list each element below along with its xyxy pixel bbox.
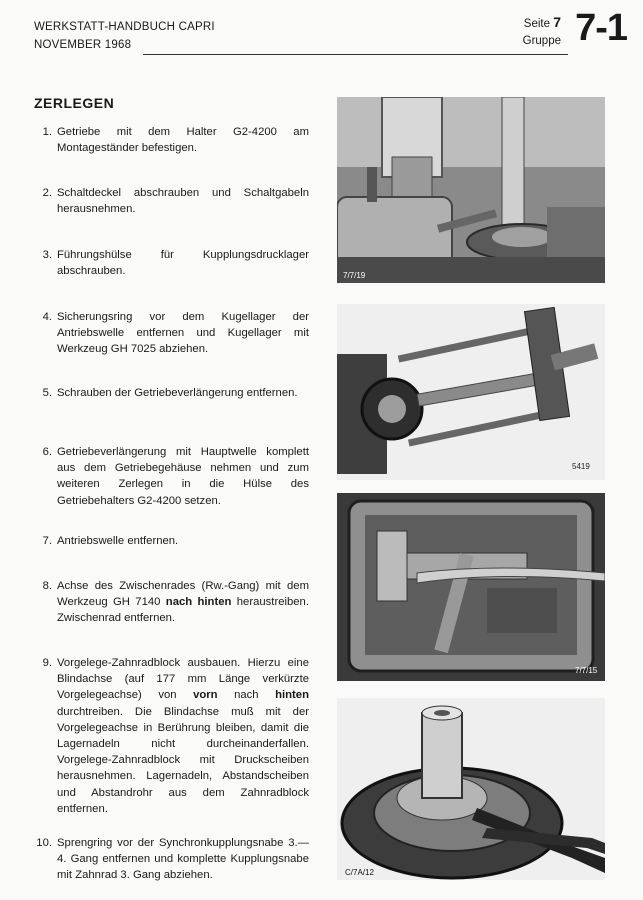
step-text: Führungshülse für Kupplungsdrucklager abschrauben. <box>57 249 309 278</box>
step-2 <box>34 185 309 217</box>
group-label: Gruppe <box>522 35 561 47</box>
page-number: 7 <box>553 14 561 30</box>
text-run: heraustreiben. Zwischenrad entfernen. <box>57 596 309 625</box>
step-text: Schaltdeckel abschrauben und Schaltgabeln herausnehmen. <box>57 187 309 216</box>
step-text: Schrauben der Getriebeverlängerung entfernen. <box>57 387 298 399</box>
step-number: 5. <box>42 387 52 399</box>
text-emphasis: vorn <box>193 689 218 702</box>
photo-gear-housing <box>337 493 605 681</box>
step-number: 9. <box>42 657 52 669</box>
step-text: Antriebswelle entfernen. <box>57 535 179 547</box>
step-number: 4. <box>42 311 52 323</box>
text-run: durchtreiben. Die Blindachse muß mit der Vorgelegeachse in Berührung bleiben, damit die Lagernadeln nicht durcheinanderfallen. Vorgelege-Zahnradblock mit Druckscheiben herausnehmen. Lagernadeln, Abstandscheiben und Abstandrohr aus dem Zahnradblock entfernen. <box>57 705 309 815</box>
header-rule <box>143 54 568 55</box>
step-9 <box>34 655 309 817</box>
photo-bearing-puller <box>337 304 605 480</box>
page-label: Seite <box>523 18 550 30</box>
group-number: 7-1 <box>575 7 627 49</box>
step-1 <box>34 124 309 156</box>
manual-date: NOVEMBER 1968 <box>34 39 132 51</box>
section-title: ZERLEGEN <box>34 95 115 111</box>
manual-header <box>34 19 215 53</box>
step-text <box>57 578 309 627</box>
step-number: 6. <box>42 446 52 458</box>
step-number: 10. <box>36 837 52 849</box>
text-emphasis: nach hinten <box>165 596 232 609</box>
step-text: Sprengring vor der Synchronkupplungsnabe 3.—4. Gang entfernen und komplette Kupplungsnabe mit Zahnrad 3. Gang abziehen. <box>57 837 309 882</box>
photo-code: 5419 <box>572 462 590 471</box>
step-4 <box>34 309 309 358</box>
step-text: Getriebeverlängerung mit Hauptwelle komplett aus dem Getriebegehäuse nehmen und zum weiteren Zerlegen in die Hülse des Getriebehalters G2-4200 setzen. <box>57 446 309 507</box>
step-8 <box>34 578 309 627</box>
step-text: Sicherungsring vor dem Kugellager der Antriebswelle entfernen und Kugellager mit Werkzeug GH 7025 abziehen. <box>57 311 309 356</box>
photo-synchro-hub <box>337 698 605 880</box>
step-text: Getriebe mit dem Halter G2-4200 am Montageständer befestigen. <box>57 126 309 155</box>
step-6 <box>34 444 309 509</box>
text-emphasis: hinten <box>275 689 309 702</box>
step-text <box>57 655 309 817</box>
step-number: 7. <box>42 535 52 547</box>
text-run: Vorgelege-Zahnradblock ausbauen. Hierzu eine Blindachse (auf 177 mm Länge verkürzte Vorgelegeachse) von <box>57 657 309 702</box>
text-run: nach <box>217 689 276 702</box>
step-5 <box>34 385 309 401</box>
step-3 <box>34 247 309 279</box>
step-10 <box>34 835 309 884</box>
text-run: Achse des Zwischenrades (Rw.-Gang) mit dem Werkzeug GH 7140 <box>57 580 309 609</box>
step-number: 3. <box>42 249 52 261</box>
step-number: 1. <box>42 126 52 138</box>
page-info <box>523 14 561 50</box>
photo-code: 7/7/19 <box>343 271 366 280</box>
step-number: 8. <box>42 580 52 592</box>
manual-title: WERKSTATT-HANDBUCH CAPRI <box>34 21 215 33</box>
photo-code: 7/7/15 <box>575 666 598 675</box>
step-number: 2. <box>42 187 52 199</box>
photo-gearbox-on-stand <box>337 97 605 283</box>
photo-code: C/7A/12 <box>345 868 374 877</box>
step-7 <box>34 533 309 549</box>
